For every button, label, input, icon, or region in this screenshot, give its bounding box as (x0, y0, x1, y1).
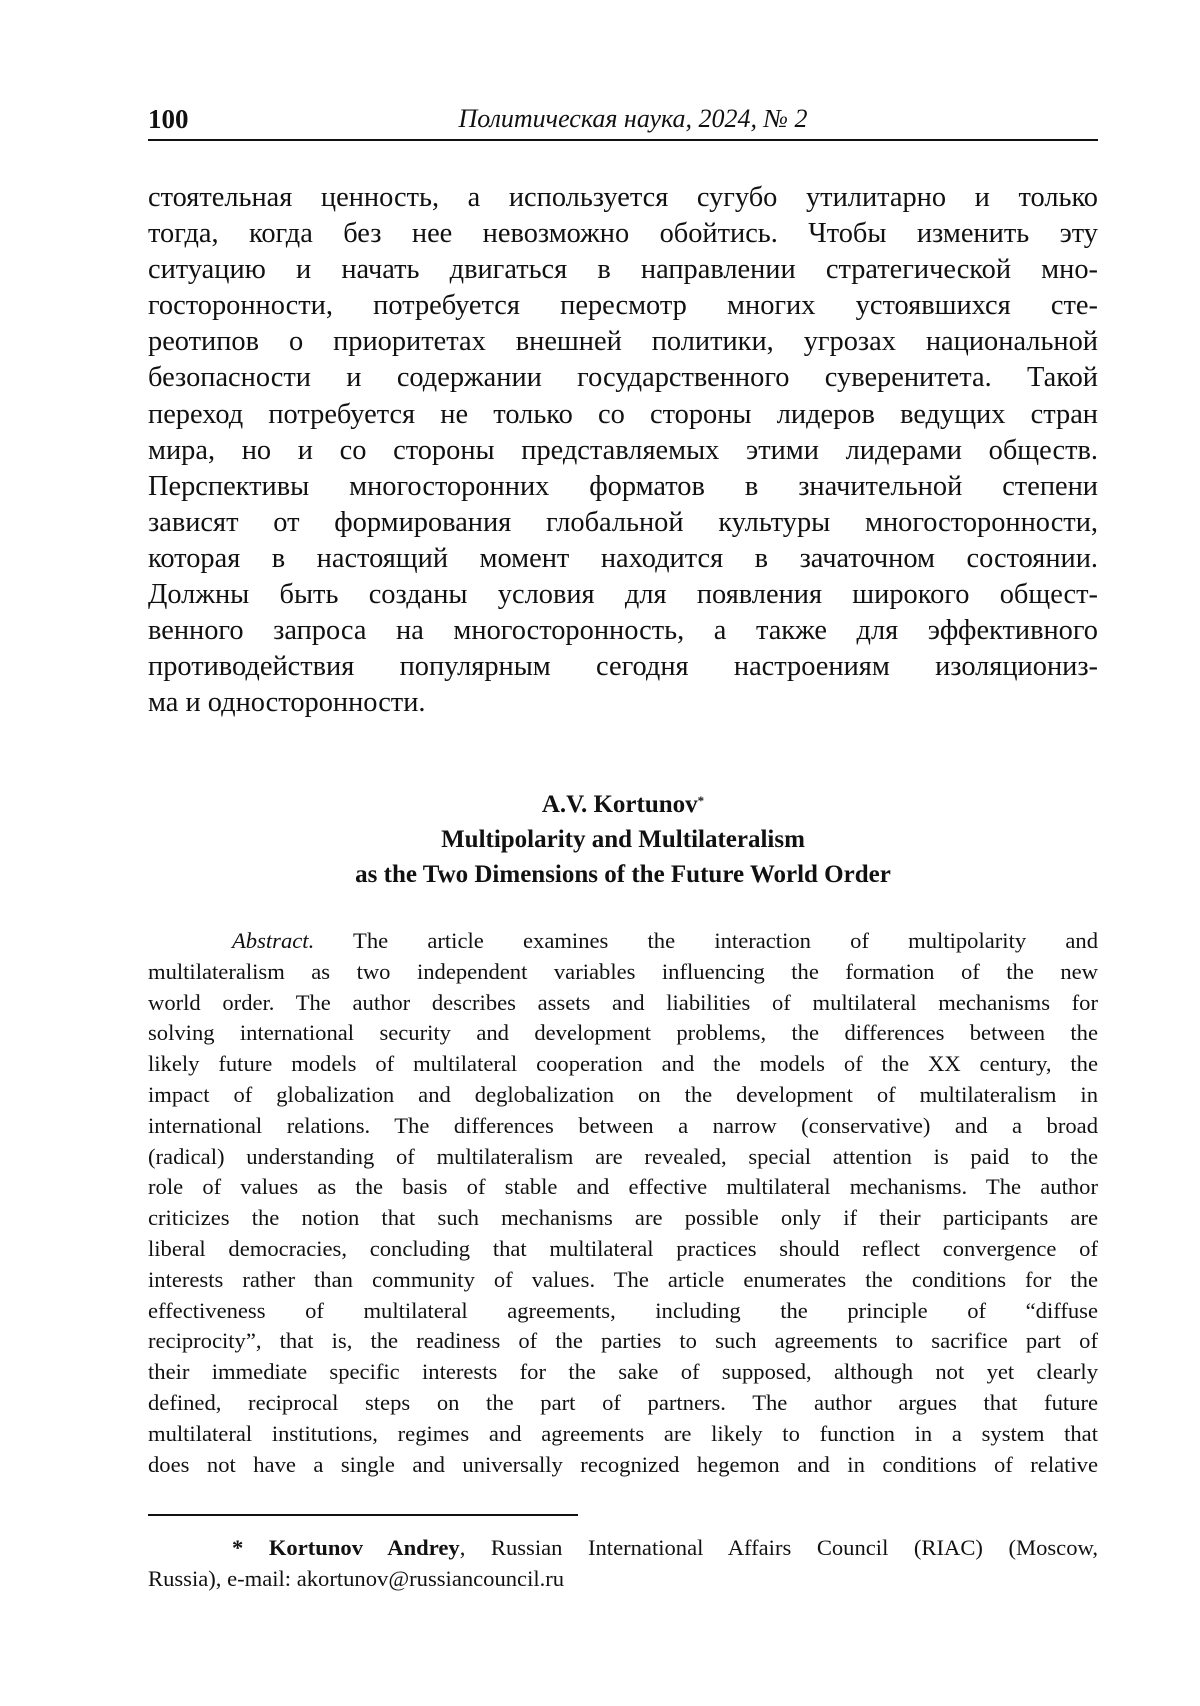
paragraph-line: венного запроса на многосторонность, а также для эффективного (148, 613, 1098, 649)
page-number: 100 (148, 103, 189, 135)
paragraph-line: Должны быть созданы условия для появления широкого общест- (148, 577, 1098, 613)
footnote-affiliation: , Russian International Affairs Council (RIAC) (Moscow, (460, 1535, 1098, 1560)
abstract-line: liberal democracies, concluding that multilateral practices should reflect convergence of (148, 1234, 1098, 1265)
paragraph-line: Перспективы многосторонних форматов в значительной степени (148, 469, 1098, 505)
footnote-line (148, 1532, 1098, 1563)
footnote (148, 1532, 1098, 1594)
abstract (148, 926, 1098, 1480)
abstract-line: effectiveness of multilateral agreements, including the principle of “diffuse (148, 1296, 1098, 1327)
article-title-line: as the Two Dimensions of the Future World Order (148, 857, 1098, 892)
paragraph-line: зависят от формирования глобальной культуры многосторонности, (148, 505, 1098, 541)
paragraph-line: противодействия популярным сегодня настроениям изоляциониз- (148, 649, 1098, 685)
abstract-label: Abstract. (232, 928, 314, 953)
abstract-line: solving international security and development problems, the differences between the (148, 1018, 1098, 1049)
footnote-author-name: Kortunov Andrey (269, 1535, 460, 1560)
abstract-line: world order. The author describes assets and liabilities of multilateral mechanisms for (148, 988, 1098, 1019)
paragraph-line: гоcторонности, потребуется пересмотр многих устоявшихся сте- (148, 288, 1098, 324)
author-name: A.V. Kortunov (542, 791, 698, 818)
abstract-line (148, 926, 1098, 957)
footnote-divider (148, 1514, 578, 1516)
paragraph-line: ма и односторонности. (148, 685, 1098, 721)
paragraph-line: стоятельная ценность, а используется сугубо утилитарно и только (148, 180, 1098, 216)
article-heading (148, 787, 1098, 892)
abstract-line: international relations. The differences between a narrow (conservative) and a broad (148, 1111, 1098, 1142)
journal-title: Политическая наука, 2024, № 2 (148, 103, 1098, 135)
abstract-line: defined, reciprocal steps on the part of partners. The author argues that future (148, 1388, 1098, 1419)
running-header (148, 103, 1098, 141)
article-title-line: Multipolarity and Multilateralism (148, 822, 1098, 857)
abstract-line: their immediate specific interests for the sake of supposed, although not yet clearly (148, 1357, 1098, 1388)
abstract-line: criticizes the notion that such mechanisms are possible only if their participants are (148, 1203, 1098, 1234)
abstract-line: likely future models of multilateral cooperation and the models of the XX century, the (148, 1049, 1098, 1080)
abstract-line: multilateral institutions, regimes and agreements are likely to function in a system that (148, 1419, 1098, 1450)
author-line (148, 787, 1098, 822)
footnote-mark: * (232, 1535, 243, 1560)
paragraph-line: тогда, когда без нее невозможно обойтись. Чтобы изменить эту (148, 216, 1098, 252)
russian-paragraph (148, 180, 1098, 721)
author-footnote-mark: * (698, 793, 705, 808)
footnote-line: Russia), e-mail: akortunov@russiancouncil.ru (148, 1563, 1098, 1594)
abstract-line: (radical) understanding of multilateralism are revealed, special attention is paid to the (148, 1142, 1098, 1173)
journal-page (0, 0, 1200, 1706)
paragraph-line: которая в настоящий момент находится в зачаточном состоянии. (148, 541, 1098, 577)
paragraph-line: переход потребуется не только со стороны лидеров ведущих стран (148, 397, 1098, 433)
abstract-line: does not have a single and universally recognized hegemon and in conditions of relative (148, 1450, 1098, 1481)
abstract-text: The article examines the interaction of multipolarity and (314, 928, 1098, 953)
paragraph-line: безопасности и содержании государственного суверенитета. Такой (148, 360, 1098, 396)
paragraph-line: мира, но и со стороны представляемых этими лидерами обществ. (148, 433, 1098, 469)
abstract-line: interests rather than community of values. The article enumerates the conditions for the (148, 1265, 1098, 1296)
abstract-line: role of values as the basis of stable and effective multilateral mechanisms. The author (148, 1172, 1098, 1203)
abstract-line: multilateralism as two independent variables influencing the formation of the new (148, 957, 1098, 988)
abstract-line: reciprocity”, that is, the readiness of the parties to such agreements to sacrifice part of (148, 1326, 1098, 1357)
paragraph-line: ситуацию и начать двигаться в направлении стратегической мно- (148, 252, 1098, 288)
paragraph-line: реотипов о приоритетах внешней политики, угрозах национальной (148, 324, 1098, 360)
abstract-line: impact of globalization and deglobalization on the development of multilateralism in (148, 1080, 1098, 1111)
